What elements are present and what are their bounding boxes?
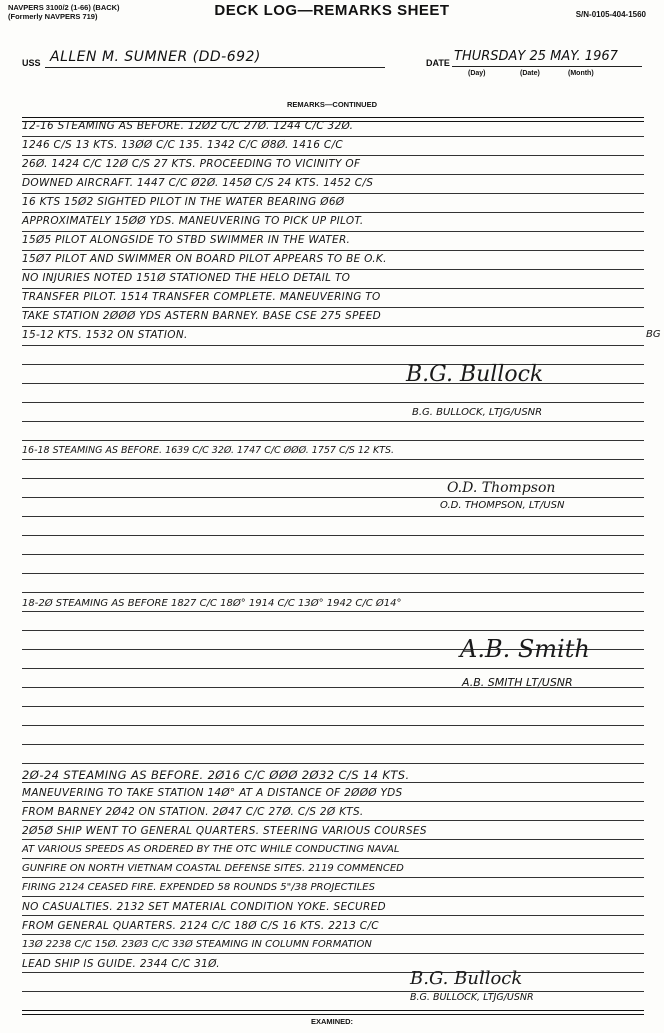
ruled-line xyxy=(22,478,644,479)
ruled-line xyxy=(22,554,644,555)
ruled-line xyxy=(22,288,644,289)
entry-2-line-1: 16-18 STEAMING AS BEFORE. 1639 C/C 32Ø. 1747 C/C ØØØ. 1757 C/S 12 KTS. xyxy=(22,445,395,456)
ruled-line xyxy=(22,763,644,764)
entry-4-line-8: NO CASUALTIES. 2132 SET MATERIAL CONDITION YOKE. SECURED xyxy=(22,901,386,913)
ruled-line xyxy=(22,136,644,137)
ship-name-underline xyxy=(45,67,385,68)
entry-1-line-5: 16 KTS 15Ø2 SIGHTED PILOT IN THE WATER BEARING Ø6Ø xyxy=(22,196,345,208)
ruled-line xyxy=(22,440,644,441)
entry-4-line-5: AT VARIOUS SPEEDS AS ORDERED BY THE OTC WHILE CONDUCTING NAVAL xyxy=(22,844,400,855)
page-title: DECK LOG—REMARKS SHEET xyxy=(214,2,450,19)
ruled-line xyxy=(22,896,644,897)
signed-name-bullock-2: B.G. BULLOCK, LTJG/USNR xyxy=(410,992,534,1003)
ruled-line xyxy=(22,915,644,916)
form-former-number: (Formerly NAVPERS 719) xyxy=(8,12,98,21)
ruled-line xyxy=(22,706,644,707)
ruled-line xyxy=(22,269,644,270)
ship-label: USS xyxy=(22,58,41,68)
ruled-line xyxy=(22,839,644,840)
ruled-line xyxy=(22,592,644,593)
entry-4-line-7: FIRING 2124 CEASED FIRE. EXPENDED 58 ROUNDS 5"/38 PROJECTILES xyxy=(22,882,375,893)
margin-note: BG xyxy=(646,329,661,340)
entry-1-line-10: TRANSFER PILOT. 1514 TRANSFER COMPLETE. MANEUVERING TO xyxy=(22,291,381,303)
entry-4-line-3: FROM BARNEY 2Ø42 ON STATION. 2Ø47 C/C 27Ø. C/S 2Ø KTS. xyxy=(22,806,364,818)
ruled-line xyxy=(22,934,644,935)
ruled-line xyxy=(22,991,644,992)
ruled-line xyxy=(22,668,644,669)
entry-4-line-4: 2Ø5Ø SHIP WENT TO GENERAL QUARTERS. STEERING VARIOUS COURSES xyxy=(22,825,427,837)
ruled-line xyxy=(22,611,644,612)
ruled-line xyxy=(22,630,644,631)
entry-1-line-11: TAKE STATION 2ØØØ YDS ASTERN BARNEY. BASE CSE 275 SPEED xyxy=(22,310,382,322)
signed-name-thompson: O.D. THOMPSON, LT/USN xyxy=(440,500,565,511)
entry-4-line-2: MANEUVERING TO TAKE STATION 14Ø° AT A DISTANCE OF 2ØØØ YDS xyxy=(22,787,403,799)
entry-4-line-6: GUNFIRE ON NORTH VIETNAM COASTAL DEFENSE SITES. 2119 COMMENCED xyxy=(22,863,404,874)
ruled-line xyxy=(22,307,644,308)
date-underline xyxy=(452,66,642,67)
signature-bullock-1: B.G. Bullock xyxy=(406,362,544,387)
date-caption-month: (Month) xyxy=(568,70,594,77)
ruled-line xyxy=(22,953,644,954)
ruled-line xyxy=(22,212,644,213)
signature-bullock-2: B.G. Bullock xyxy=(410,968,523,989)
stock-number: S/N-0105-404-1560 xyxy=(575,10,646,19)
entry-1-line-3: 26Ø. 1424 C/C 12Ø C/S 27 KTS. PROCEEDING TO VICINITY OF xyxy=(22,158,361,170)
entry-4-line-1: 2Ø-24 STEAMING AS BEFORE. 2Ø16 C/C ØØØ 2Ø32 C/S 14 KTS. xyxy=(22,768,410,782)
ruled-line xyxy=(22,231,644,232)
date-caption-day: (Day) xyxy=(468,70,486,77)
ruled-line xyxy=(22,801,644,802)
ship-name: ALLEN M. SUMNER (DD-692) xyxy=(50,49,261,65)
entry-4-line-9: FROM GENERAL QUARTERS. 2124 C/C 18Ø C/S 16 KTS. 2213 C/C xyxy=(22,920,379,932)
ruled-line xyxy=(22,782,644,783)
bottom-double-rule xyxy=(22,1010,644,1015)
entry-1-line-6: APPROXIMATELY 15ØØ YDS. MANEUVERING TO PICK UP PILOT. xyxy=(22,215,364,227)
ruled-line xyxy=(22,250,644,251)
form-number: NAVPERS 3100/2 (1-66) (BACK) xyxy=(8,3,120,12)
ruled-line xyxy=(22,174,644,175)
signature-thompson: O.D. Thompson xyxy=(447,480,556,496)
date-caption-date: (Date) xyxy=(520,70,540,77)
entry-1-line-4: DOWNED AIRCRAFT. 1447 C/C Ø2Ø. 145Ø C/S 24 KTS. 1452 C/S xyxy=(22,177,374,189)
signed-name-bullock-1: B.G. BULLOCK, LTJG/USNR xyxy=(412,407,543,418)
ruled-line xyxy=(22,364,644,365)
entry-1-line-8: 15Ø7 PILOT AND SWIMMER ON BOARD PILOT APPEARS TO BE O.K. xyxy=(22,253,387,265)
date-label: DATE xyxy=(426,58,450,68)
ruled-line xyxy=(22,345,644,346)
signed-name-smith: A.B. SMITH LT/USNR xyxy=(462,676,573,689)
ruled-line xyxy=(22,744,644,745)
ruled-line xyxy=(22,383,644,384)
ruled-line xyxy=(22,155,644,156)
ruled-line xyxy=(22,725,644,726)
ruled-line xyxy=(22,516,644,517)
ruled-line xyxy=(22,402,644,403)
date-value: THURSDAY 25 MAY. 1967 xyxy=(454,49,618,64)
entry-1-line-1: 12-16 STEAMING AS BEFORE. 12Ø2 C/C 27Ø. 1244 C/C 32Ø. xyxy=(22,120,354,132)
entry-3-line-1: 18-2Ø STEAMING AS BEFORE 1827 C/C 18Ø° 1914 C/C 13Ø° 1942 C/C Ø14° xyxy=(22,598,402,609)
entry-1-line-7: 15Ø5 PILOT ALONGSIDE TO STBD SWIMMER IN THE WATER. xyxy=(22,234,351,246)
entry-4-line-11: LEAD SHIP IS GUIDE. 2344 C/C 31Ø. xyxy=(22,958,220,970)
ruled-line xyxy=(22,535,644,536)
ruled-line xyxy=(22,193,644,194)
examined-label: EXAMINED: xyxy=(310,1017,354,1026)
ruled-line xyxy=(22,421,644,422)
ruled-line xyxy=(22,972,644,973)
ruled-line xyxy=(22,497,644,498)
ruled-line xyxy=(22,877,644,878)
section-heading: REMARKS—CONTINUED xyxy=(287,100,377,109)
entry-1-line-9: NO INJURIES NOTED 151Ø STATIONED THE HELO DETAIL TO xyxy=(22,272,351,284)
signature-smith: A.B. Smith xyxy=(460,635,590,663)
entry-1-line-2: 1246 C/S 13 KTS. 13ØØ C/C 135. 1342 C/C Ø8Ø. 1416 C/C xyxy=(22,139,343,151)
ruled-line xyxy=(22,858,644,859)
ruled-line xyxy=(22,326,644,327)
ruled-line xyxy=(22,820,644,821)
entry-1-line-12: 15-12 KTS. 1532 ON STATION. xyxy=(22,329,188,341)
ruled-line xyxy=(22,459,644,460)
entry-4-line-10: 13Ø 2238 C/C 15Ø. 23Ø3 C/C 33Ø STEAMING IN COLUMN FORMATION xyxy=(22,939,372,950)
ruled-line xyxy=(22,573,644,574)
